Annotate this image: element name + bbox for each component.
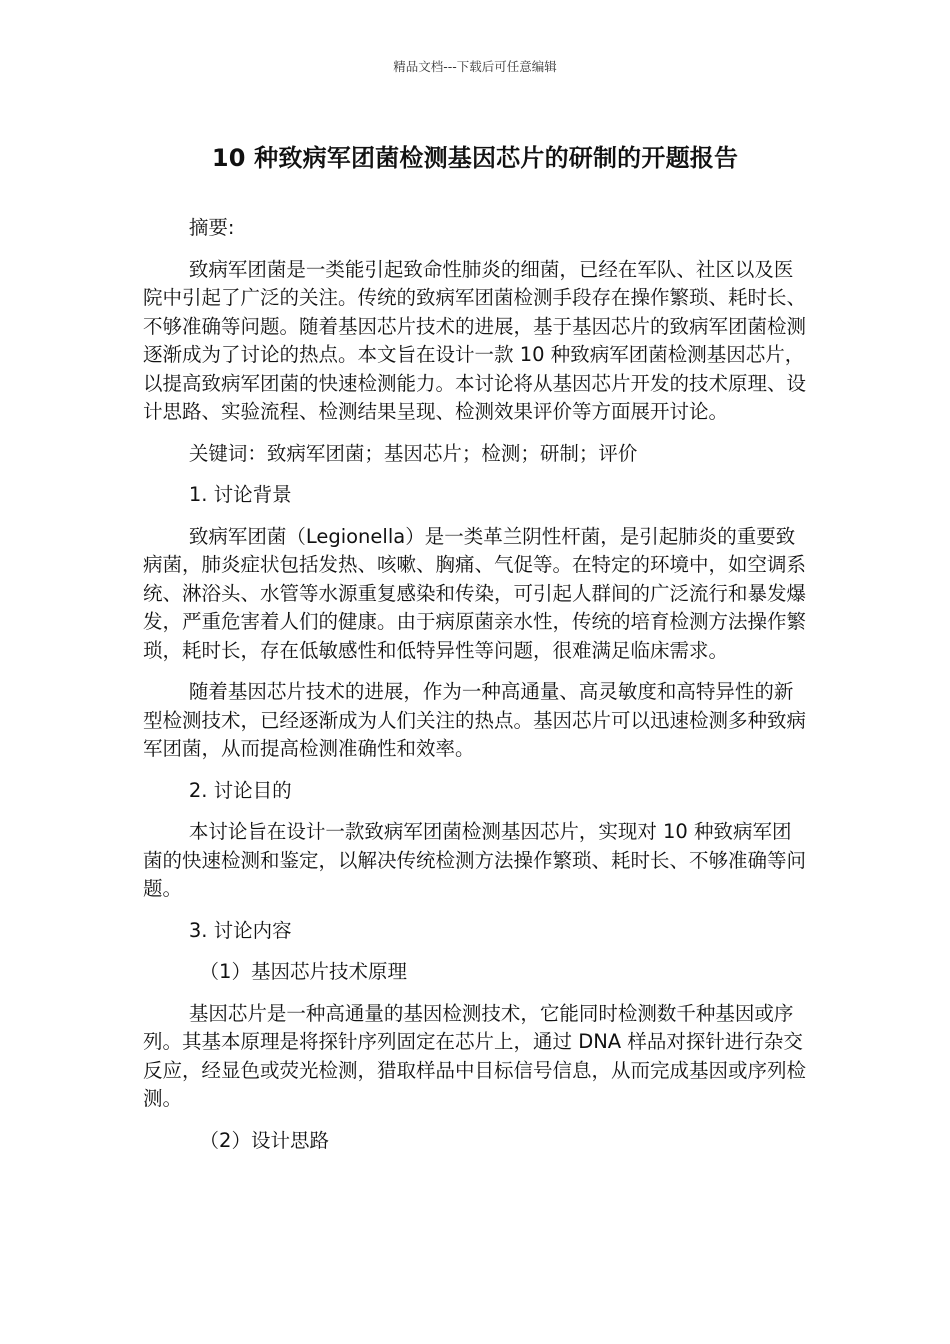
section-heading-purpose: 2. 讨论目的 bbox=[188, 778, 292, 802]
section-heading-content: 3. 讨论内容 bbox=[188, 918, 292, 942]
section-heading-abstract: 摘要: bbox=[188, 216, 235, 239]
section-heading-background: 1. 讨论背景 bbox=[188, 483, 292, 506]
document-body bbox=[143, 214, 808, 1168]
subheading-design: （2）设计思路 bbox=[199, 1128, 329, 1152]
paragraph-background-1: 致病军团菌（Legionella）是一类革兰阴性杆菌，是引起肺炎的重要致病菌，肺炎症状包括发热、咳嗽、胸痛、气促等。在特定的环境中，如空调系统、淋浴头、水管等水源重复感染和传染，可引起人群间的广泛流行和暴发爆发，严重危害着人们的健康。由于病原菌亲水性，传统的培育检测方法操作繁琐，耗时长，存在低敏感性和低特异性等问题，很难满足临床需求。 bbox=[143, 524, 807, 662]
paragraph-abstract: 致病军团菌是一类能引起致命性肺炎的细菌，已经在军队、社区以及医院中引起了广泛的关注。传统的致病军团菌检测手段存在操作繁琐、耗时长、不够准确等问题。随着基因芯片技术的进展，基于基因芯片的致病军团菌检测逐渐成为了讨论的热点。本文旨在设计一款 10 种致病军团菌检测基因芯片，以提高致病军团菌的快速检测能力。本讨论将从基因芯片开发的技术原理、设计思路、实验流程、检测结果呈现、检测效果评价等方面展开讨论。 bbox=[143, 257, 807, 423]
paragraph-background-2: 随着基因芯片技术的进展，作为一种高通量、高灵敏度和高特异性的新型检测技术，已经逐渐成为人们关注的热点。基因芯片可以迅速检测多种致病军团菌，从而提高检测准确性和效率。 bbox=[143, 680, 807, 760]
paragraph-purpose: 本讨论旨在设计一款致病军团菌检测基因芯片，实现对 10 种致病军团菌的快速检测和鉴定，以解决传统检测方法操作繁琐、耗时长、不够准确等问题。 bbox=[143, 820, 807, 900]
subheading-principle: （1）基因芯片技术原理 bbox=[199, 960, 407, 983]
page-header: 精品文档---下载后可任意编辑 bbox=[393, 59, 557, 74]
paragraph-keywords: 关键词：致病军团菌；基因芯片；检测；研制；评价 bbox=[188, 441, 638, 465]
paragraph-principle: 基因芯片是一种高通量的基因检测技术，它能同时检测数千种基因或序列。其基本原理是将探针序列固定在芯片上，通过 DNA 样品对探针进行杂交反应，经显色或荧光检测，猎取样品中目标信号信息，从而完成基因或序列检测。 bbox=[143, 1001, 807, 1110]
document-title: 10 种致病军团菌检测基因芯片的研制的开题报告 bbox=[211, 144, 739, 172]
